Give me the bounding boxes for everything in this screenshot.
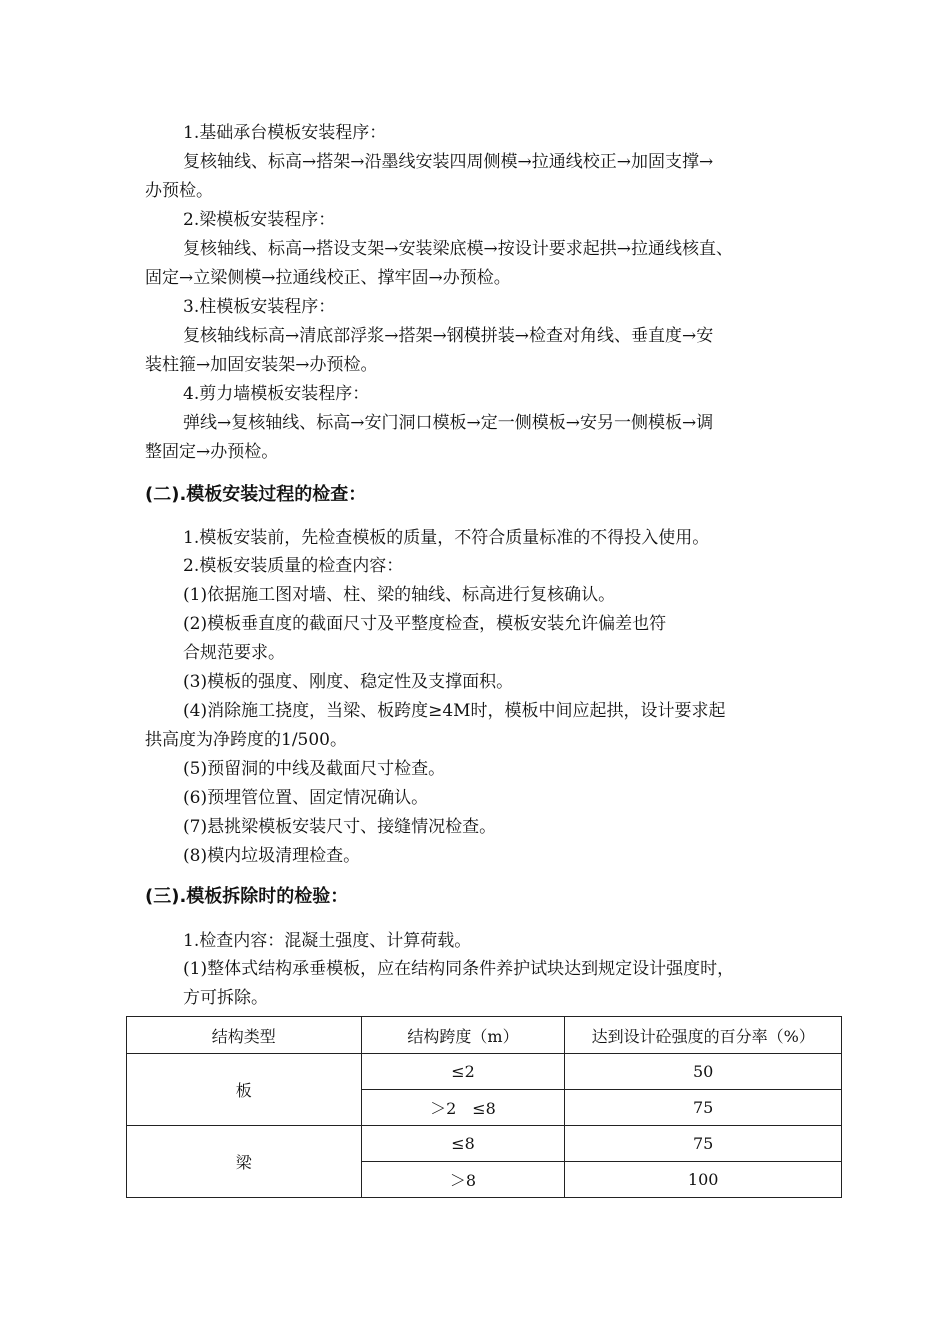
table-row [127, 1054, 842, 1090]
item3-title: 3.柱模板安装程序： [183, 297, 336, 317]
section2-heading: (二).模板安装过程的检查： [145, 484, 367, 505]
table-row [127, 1126, 842, 1162]
header-structure-type: 结构类型 [127, 1017, 362, 1054]
span-cell: ≤8 [361, 1126, 565, 1162]
check-item-6: (6)预埋管位置、固定情况确认。 [183, 788, 429, 808]
check-item-7: (7)悬挑梁模板安装尺寸、接缝情况检查。 [183, 817, 497, 837]
item4-body-line1: 弹线→复核轴线、标高→安门洞口模板→定一侧模板→安另一侧模板→调 [183, 413, 714, 433]
header-structure-span: 结构跨度（m） [361, 1017, 565, 1054]
header-strength-percent: 达到设计砼强度的百分率（%） [565, 1017, 842, 1054]
percent-cell: 50 [565, 1054, 842, 1090]
item1-title: 1.基础承台模板安装程序： [183, 123, 387, 143]
span-cell: ＞8 [361, 1162, 565, 1198]
item1-body-line1: 复核轴线、标高→搭架→沿墨线安装四周侧模→拉通线校正→加固支撑→ [183, 152, 714, 172]
check-item-5: (5)预留洞的中线及截面尺寸检查。 [183, 759, 446, 779]
section3-p2-line2: 方可拆除。 [183, 988, 268, 1008]
section2-p2: 2.模板安装质量的检查内容： [183, 556, 404, 576]
span-cell: ≤2 [361, 1054, 565, 1090]
percent-cell: 75 [565, 1126, 842, 1162]
item2-body-line1: 复核轴线、标高→搭设支架→安装梁底模→按设计要求起拱→拉通线核直、 [183, 239, 733, 259]
item4-body-line2: 整固定→办预检。 [145, 442, 279, 462]
item3-body-line2: 装柱箍→加固安装架→办预检。 [145, 355, 378, 375]
type-cell-slab: 板 [127, 1054, 362, 1126]
check-item-2-line1: (2)模板垂直度的截面尺寸及平整度检查，模板安装允许偏差也符 [183, 614, 667, 634]
span-cell: ＞2 ≤8 [361, 1090, 565, 1126]
percent-cell: 75 [565, 1090, 842, 1126]
percent-cell: 100 [565, 1162, 842, 1198]
check-item-3: (3)模板的强度、刚度、稳定性及支撑面积。 [183, 672, 514, 692]
item2-body-line2: 固定→立梁侧模→拉通线校正、撑牢固→办预检。 [145, 268, 511, 288]
table-header-row [127, 1017, 842, 1054]
item1-body-line2: 办预检。 [145, 181, 213, 201]
type-cell-beam: 梁 [127, 1126, 362, 1198]
check-item-8: (8)模内垃圾清理检查。 [183, 846, 361, 866]
check-item-2-line2: 合规范要求。 [183, 643, 285, 663]
item4-title: 4.剪力墙模板安装程序： [183, 384, 370, 404]
formwork-removal-table [126, 1016, 842, 1198]
check-item-1: (1)依据施工图对墙、柱、梁的轴线、标高进行复核确认。 [183, 585, 616, 605]
section2-p1: 1.模板安装前，先检查模板的质量，不符合质量标准的不得投入使用。 [183, 528, 710, 548]
check-item-4-line2: 拱高度为净跨度的1/500。 [145, 730, 347, 750]
section3-heading: (三).模板拆除时的检验： [145, 886, 349, 907]
section3-p1: 1.检查内容：混凝土强度、计算荷载。 [183, 931, 472, 951]
section3-p2-line1: (1)整体式结构承垂模板，应在结构同条件养护试块达到规定设计强度时， [183, 959, 735, 979]
item3-body-line1: 复核轴线标高→清底部浮浆→搭架→钢模拼装→检查对角线、垂直度→安 [183, 326, 714, 346]
check-item-4-line1: (4)消除施工挠度，当梁、板跨度≥4M时，模板中间应起拱，设计要求起 [183, 701, 726, 721]
item2-title: 2.梁模板安装程序： [183, 210, 336, 230]
